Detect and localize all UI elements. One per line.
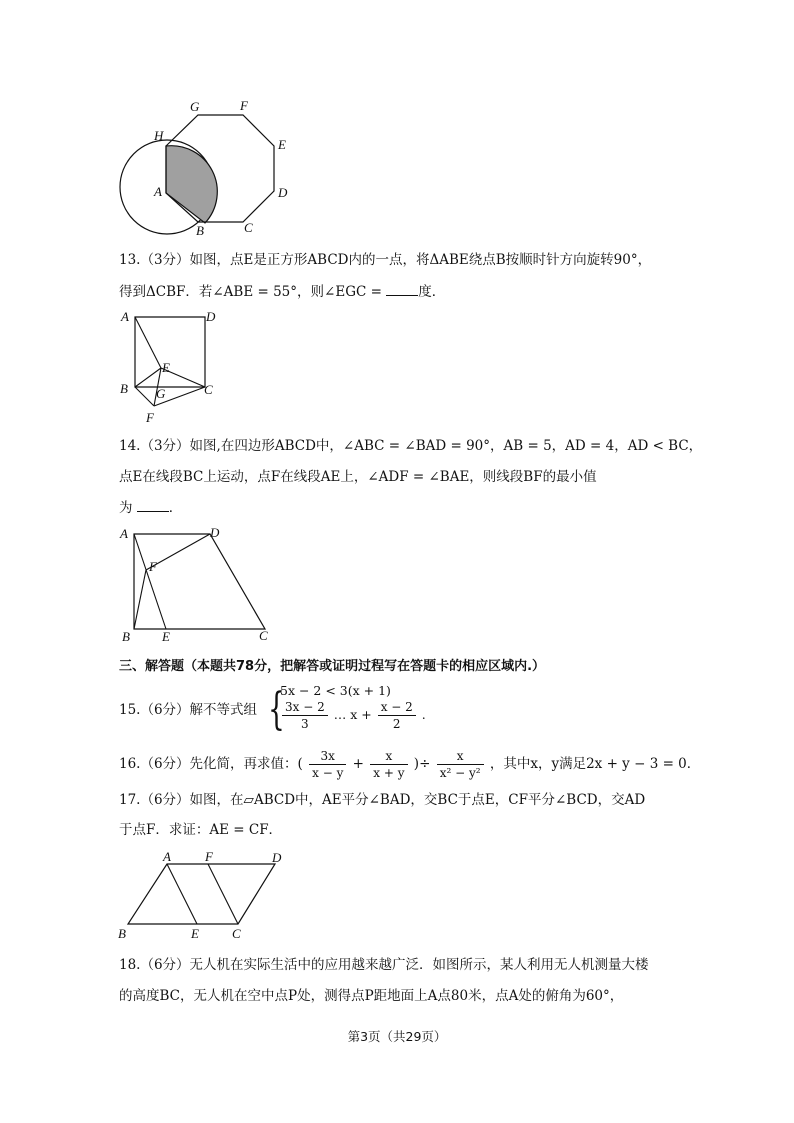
label-E: E [278,137,286,152]
q13-line1: 13.（3分）如图，点E是正方形ABCD内的一点，将ΔABE绕点B按顺时针方向旋转90°， [119,252,652,268]
label-A: A [163,849,171,864]
divide-sign: )÷ [413,756,431,772]
label-C: C [259,628,268,643]
fraction [370,748,407,781]
numerator: x [370,748,407,765]
q14-line3-tail: ． [168,500,183,516]
denominator: x + y [373,766,405,780]
numerator: x − 2 [378,699,416,716]
answer-blank [137,499,169,512]
label-D: D [210,525,220,540]
inequality-row2 [280,699,426,732]
label-G: G [156,386,166,401]
q17-line2: 于点F．求证：AE = CF． [119,822,283,838]
fraction [309,748,346,781]
denominator: x² − y² [439,766,481,780]
label-F: F [146,410,154,425]
q16-line [119,746,700,782]
q14-line3-text: 为 [119,500,137,516]
fraction [437,748,484,781]
label-B: B [120,381,128,396]
label-E: E [191,926,199,941]
inequality-suffix: . [421,707,426,722]
label-C: C [232,926,241,941]
label-F: F [149,559,157,574]
q13-line2 [119,282,445,302]
octagon-circle-figure [110,95,310,238]
numerator: 3x − 2 [282,699,328,716]
q14-line2: 点E在线段BC上运动，点F在线段AE上，∠ADF = ∠BAE，则线段BF的最小值 [119,469,597,485]
parallelogram-figure [112,848,292,943]
label-D: D [272,850,282,865]
label-C: C [244,220,253,235]
q14-line1: 14.（3分）如图,在四边形ABCD中，∠ABC = ∠BAD = 90°，AB = 5，AD = 4，AD < BC， [119,438,703,454]
label-B: B [118,926,126,941]
label-F: F [205,849,213,864]
q18-line1: 18.（6分）无人机在实际生活中的应用越来越广泛．如图所示，某人利用无人机测量大楼 [119,957,649,973]
brace-glyph: { [268,684,285,735]
label-F: F [240,98,248,113]
label-C: C [204,382,213,397]
denominator: 2 [392,717,401,731]
numerator: x [437,748,484,765]
label-E: E [162,360,170,375]
fraction [282,699,328,732]
label-A: A [121,309,129,324]
denominator: x − y [312,766,344,780]
label-D: D [278,185,288,200]
q15-prefix: 15.（6分）解不等式组 [119,702,258,718]
fraction [378,699,416,732]
section-heading: 三、解答题（本题共78分，把解答或证明过程写在答题卡的相应区域内.） [119,659,546,674]
q13-line2-tail: 度． [418,284,446,300]
label-E: E [162,629,170,644]
inequality-row1: 5x − 2 < 3(x + 1) [280,683,391,698]
inequality-mid: … x + [333,707,372,722]
numerator: 3x [309,748,346,765]
denominator: 3 [301,717,309,731]
label-H: H [154,128,164,143]
page-footer: 第3页（共29页） [347,1029,447,1044]
label-A: A [154,184,162,199]
quadrilateral-figure [115,522,280,647]
q16-prefix: 16.（6分）先化简，再求值：( [119,756,303,772]
plus-sign: + [352,756,364,772]
label-D: D [206,309,216,324]
label-B: B [196,223,204,238]
q18-line2: 的高度BC，无人机在空中点P处，测得点P距地面上A点80米，点A处的俯角为60°， [119,988,624,1004]
label-B: B [122,629,130,644]
q17-line1: 17.（6分）如图，在▱ABCD中，AE平分∠BAD，交BC于点E，CF平分∠BCD，交AD [119,792,646,808]
q16-suffix: ，其中x，y满足2x + y − 3 = 0． [489,756,701,772]
answer-blank [386,283,418,296]
label-A: A [120,526,128,541]
label-G: G [190,99,200,114]
q14-line3 [119,498,182,518]
q13-line2-text: 得到ΔCBF．若∠ABE = 55°，则∠EGC = [119,284,387,300]
square-figure [115,305,225,425]
